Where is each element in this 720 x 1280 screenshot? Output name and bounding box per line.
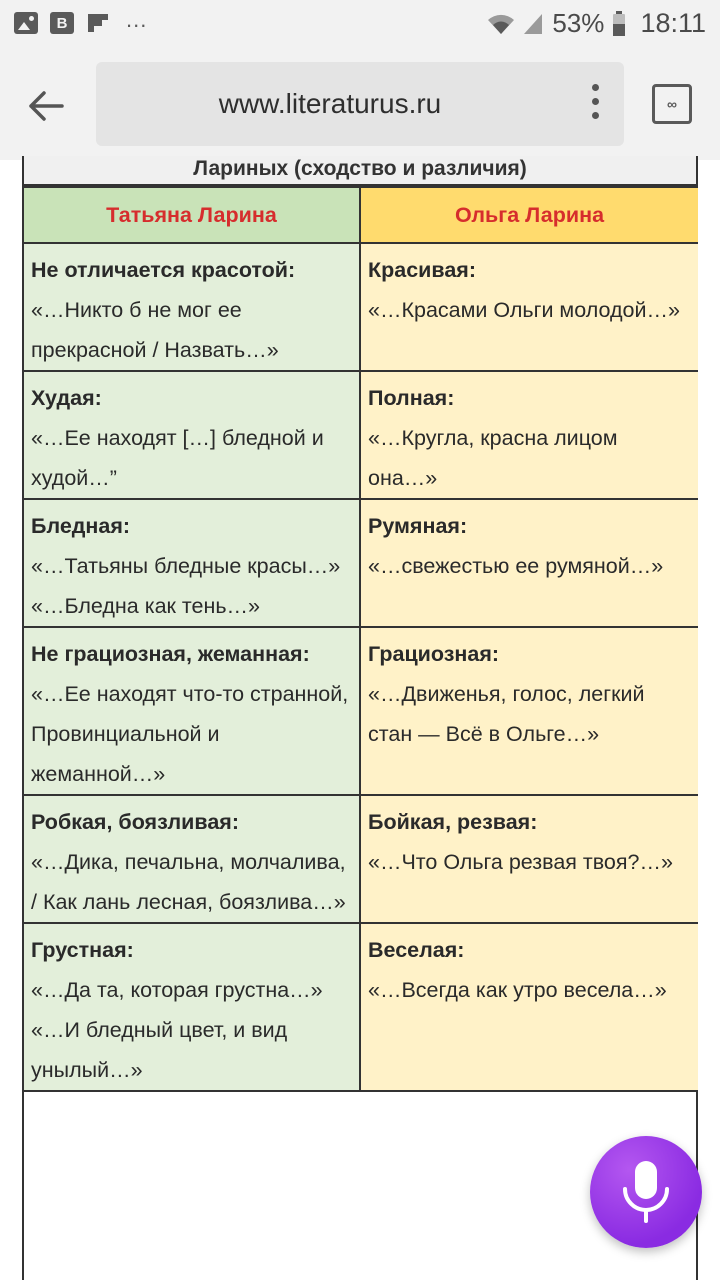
vk-icon: В: [50, 12, 74, 34]
trait-label: Веселая:: [368, 938, 465, 962]
dot-icon: [592, 98, 599, 105]
tab-switcher-button[interactable]: [652, 84, 692, 124]
trait-label: Не отличается красотой:: [31, 258, 296, 282]
cell-olga: [360, 371, 698, 499]
trait-label: Грациозная:: [368, 642, 500, 666]
trait-label: Румяная:: [368, 514, 468, 538]
battery-percent: 53%: [552, 8, 605, 38]
cell-olga: [360, 499, 698, 627]
trait-label: Грустная:: [31, 938, 134, 962]
table-row: [24, 243, 698, 371]
quote-text: «…И бледный цвет, и вид унылый…»: [31, 1018, 288, 1082]
table-row: [24, 627, 698, 795]
more-notifications: ...: [126, 7, 148, 32]
cell-olga: [360, 795, 698, 923]
quote-text: «…Ее находят […] бледной и худой…”: [31, 426, 324, 490]
quote-text: «…Дика, печальна, молчалива, / Как лань лесная, боязлива…»: [31, 850, 346, 914]
trait-label: Полная:: [368, 386, 455, 410]
arrow-left-icon: [28, 90, 64, 122]
comparison-table: [24, 186, 698, 1092]
cell-olga: [360, 627, 698, 795]
cell-olga: [360, 923, 698, 1091]
status-bar: [0, 0, 720, 50]
voice-search-button[interactable]: [590, 1136, 702, 1248]
notification-icons: [14, 7, 148, 34]
trait-label: Не грациозная, жеманная:: [31, 642, 310, 666]
cell-tatiana: [24, 499, 360, 627]
quote-text: «…Движенья, голос, легкий стан — Всё в Ольге…»: [368, 682, 645, 746]
tab-count: ∞: [667, 96, 677, 112]
battery-icon: [612, 11, 626, 37]
quote-text: «…Всегда как утро весела…»: [368, 978, 667, 1002]
back-button[interactable]: [24, 84, 68, 128]
quote-text: «…Бледна как тень…»: [31, 594, 261, 618]
cell-tatiana: [24, 371, 360, 499]
address-bar[interactable]: [96, 62, 624, 146]
dot-icon: [592, 84, 599, 91]
table-row: [24, 499, 698, 627]
system-indicators: [486, 8, 706, 39]
comparison-table-frame: [22, 156, 698, 1280]
trait-label: Робкая, боязливая:: [31, 810, 239, 834]
quote-text: «…Красами Ольги молодой…»: [368, 298, 680, 322]
quote-text: «…Что Ольга резвая твоя?…»: [368, 850, 673, 874]
quote-text: «…Татьяны бледные красы…»: [31, 554, 341, 578]
browser-toolbar: [0, 50, 720, 160]
flipboard-icon: [86, 12, 110, 34]
table-header-row: [24, 187, 698, 243]
signal-icon: [522, 12, 544, 36]
dot-icon: [592, 112, 599, 119]
page-content: [0, 157, 720, 1280]
quote-text: «…Ее находят что-то странной, Провинциальной и жеманной…»: [31, 682, 349, 786]
cell-tatiana: [24, 627, 360, 795]
microphone-icon: [618, 1159, 674, 1225]
clock: 18:11: [640, 8, 706, 38]
table-row: [24, 923, 698, 1091]
cell-olga: [360, 243, 698, 371]
table-row: [24, 371, 698, 499]
trait-label: Бойкая, резвая:: [368, 810, 538, 834]
gallery-icon: [14, 12, 38, 34]
table-row: [24, 795, 698, 923]
quote-text: «…Да та, которая грустна…»: [31, 978, 323, 1002]
cell-tatiana: [24, 923, 360, 1091]
cell-tatiana: [24, 795, 360, 923]
trait-label: Красивая:: [368, 258, 476, 282]
quote-text: «…Никто б не мог ее прекрасной / Назвать…»: [31, 298, 279, 362]
header-olga: Ольга Ларина: [360, 187, 698, 243]
header-tatiana: Татьяна Ларина: [24, 187, 360, 243]
table-caption: Лариных (сходство и различия): [24, 156, 696, 186]
trait-label: Худая:: [31, 386, 102, 410]
cell-tatiana: [24, 243, 360, 371]
trait-label: Бледная:: [31, 514, 131, 538]
quote-text: «…Кругла, красна лицом она…»: [368, 426, 618, 490]
url-text[interactable]: www.literaturus.ru: [218, 88, 442, 119]
wifi-icon: [486, 12, 514, 36]
overflow-menu-button[interactable]: [590, 84, 600, 124]
quote-text: «…свежестью ее румяной…»: [368, 554, 664, 578]
